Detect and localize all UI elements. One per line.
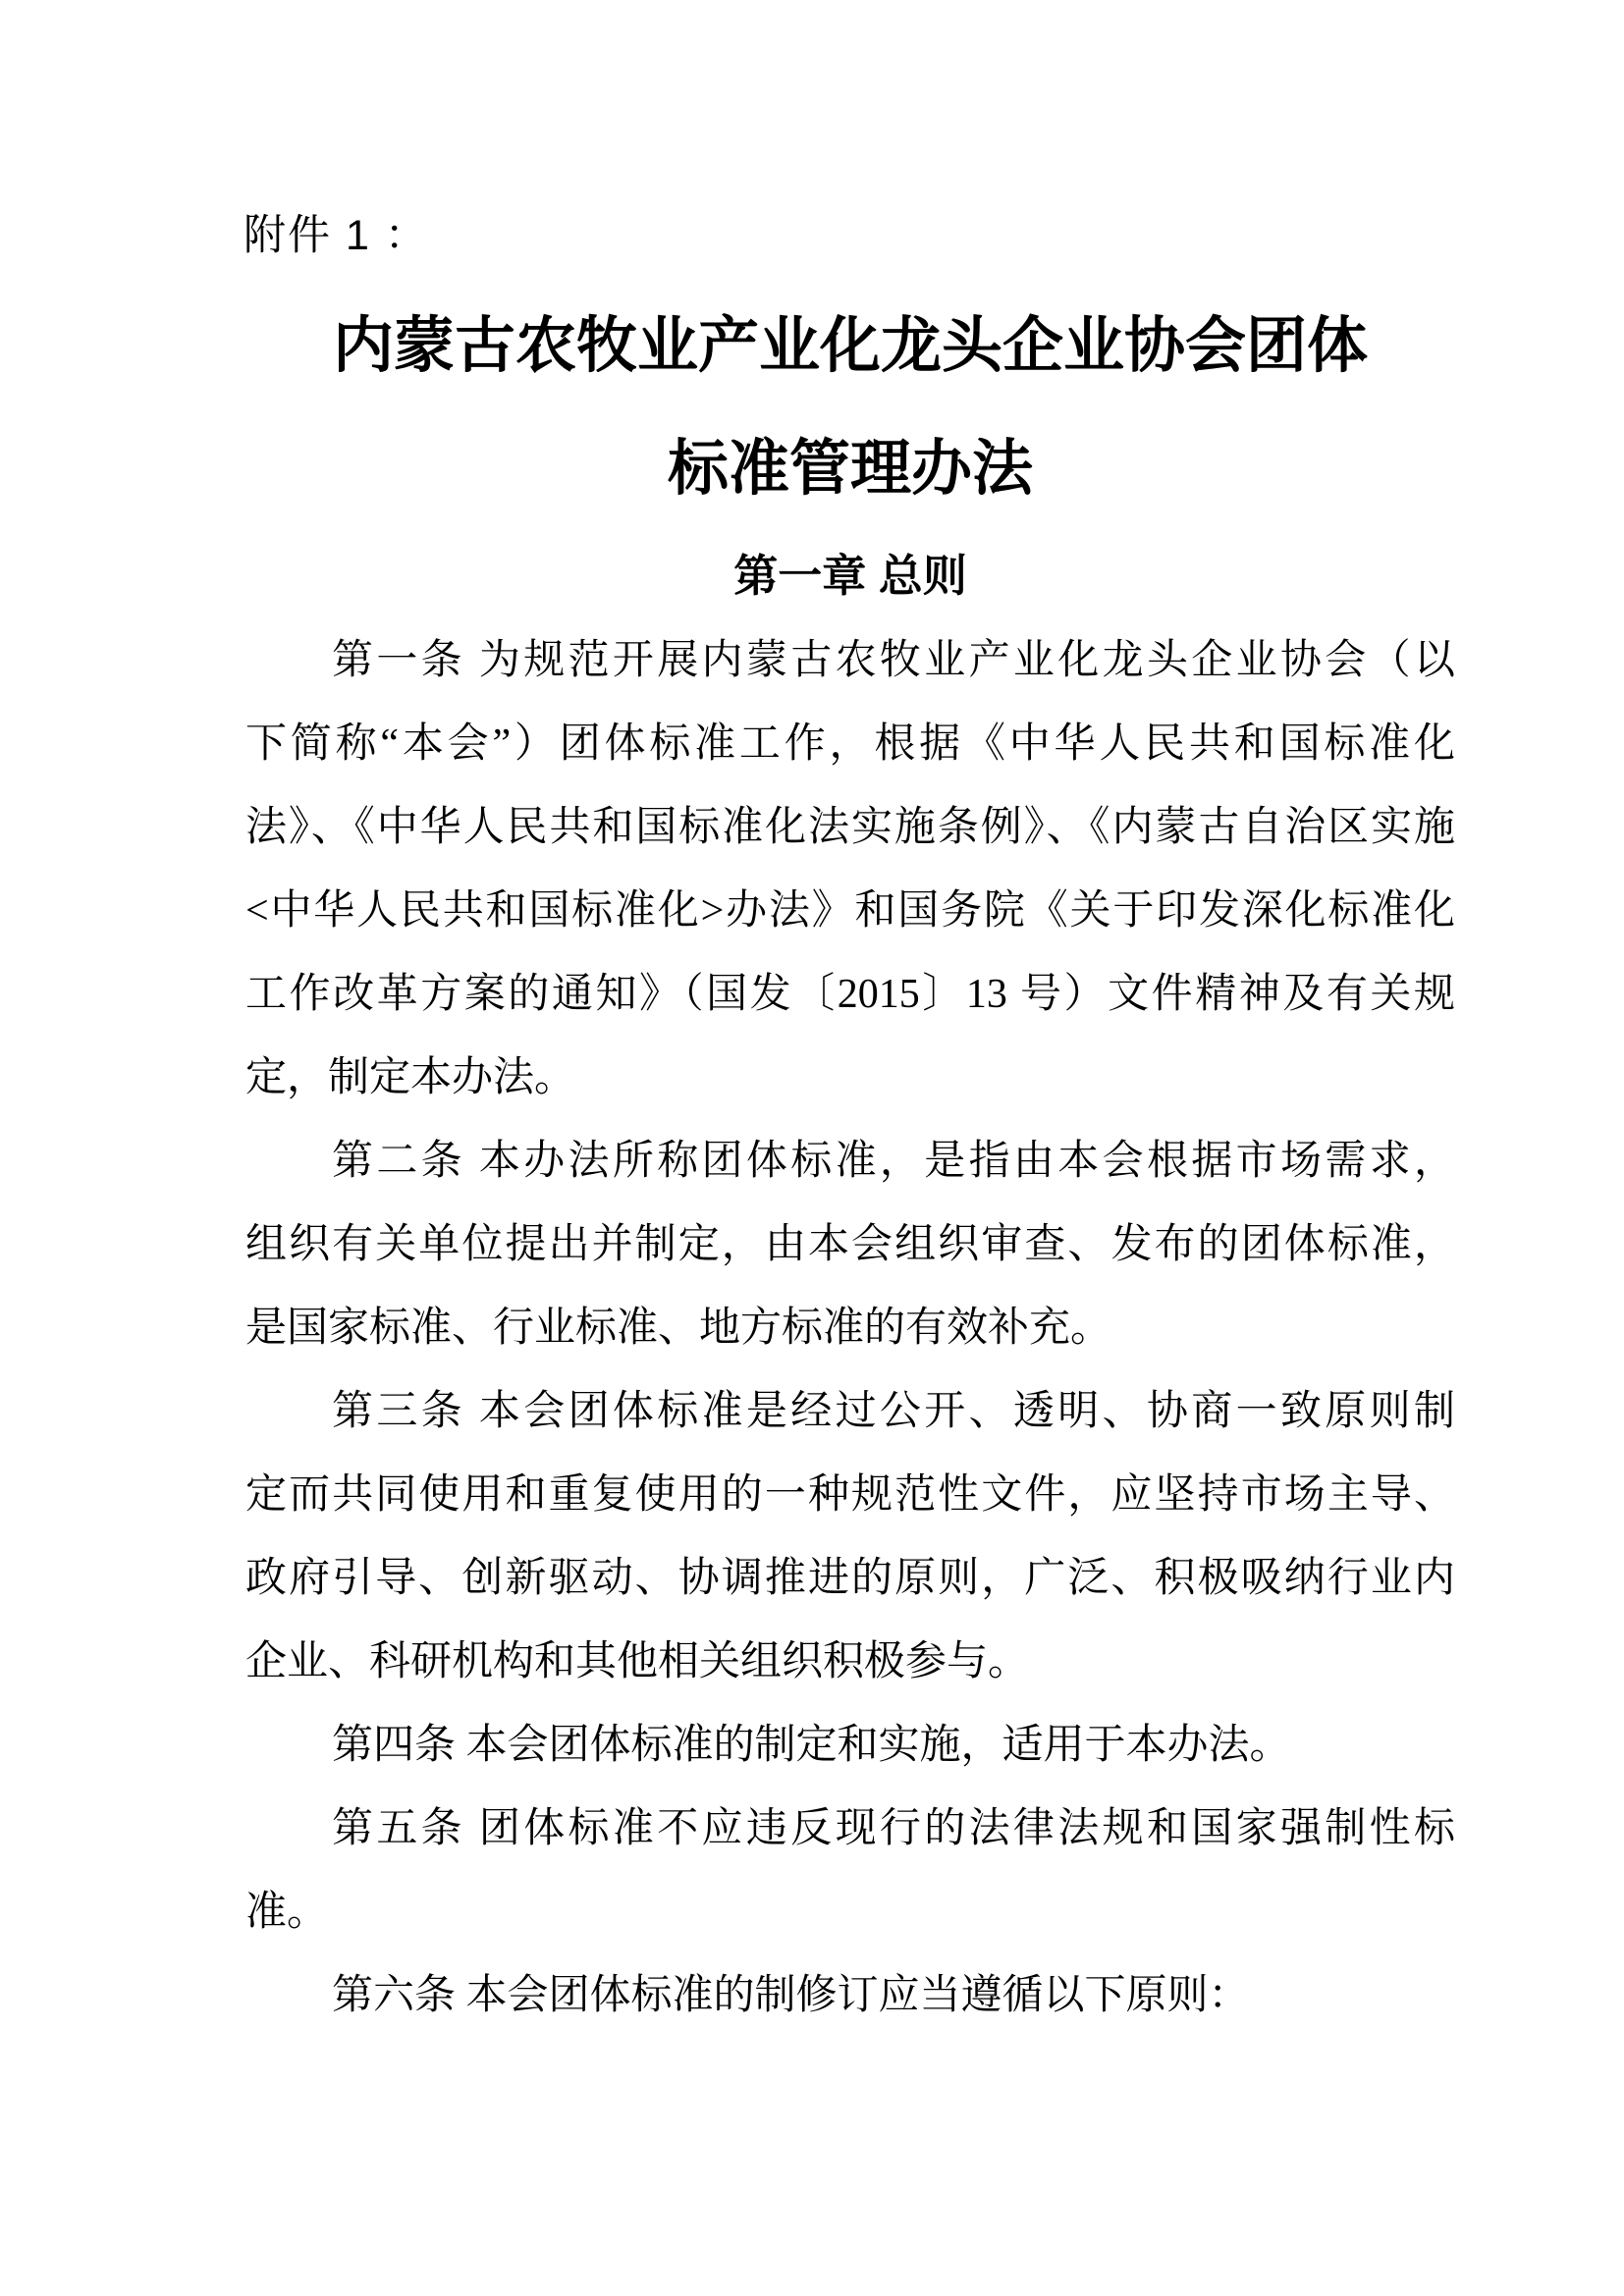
body-line: 第三条 本会团体标准是经过公开、透明、协商一致原则制 — [332, 1389, 1455, 1434]
body-line: 第二条 本办法所称团体标准，是指由本会根据市场需求， — [332, 1139, 1455, 1184]
document-title-line2: 标准管理办法 — [667, 436, 1033, 503]
article-5 — [245, 1788, 1455, 1954]
body-line: 第一条 为规范开展内蒙古农牧业产业化龙头企业协会（以 — [332, 638, 1455, 683]
body-line: 定而共同使用和重复使用的一种规范性文件，应坚持市场主导、 — [245, 1472, 1455, 1518]
document-title-line1: 内蒙古农牧业产业化龙头企业协会团体 — [332, 313, 1368, 380]
chapter-heading: 第一章 总则 — [733, 551, 967, 601]
body-line: 企业、科研机构和其他相关组织积极参与。 — [245, 1639, 1030, 1684]
body-line: <中华人民共和国标准化>办法》和国务院《关于印发深化标准化 — [245, 888, 1455, 934]
article-1 — [245, 619, 1455, 1120]
body-line: 下简称“本会”）团体标准工作，根据《中华人民共和国标准化 — [245, 721, 1455, 767]
document-body — [245, 619, 1455, 2038]
body-line: 法》、《中华人民共和国标准化法实施条例》、《内蒙古自治区实施 — [245, 805, 1455, 850]
body-line: 第五条 团体标准不应违反现行的法律法规和国家强制性标 — [332, 1806, 1455, 1851]
body-line: 组织有关单位提出并制定，由本会组织审查、发布的团体标准， — [245, 1222, 1455, 1267]
body-line: 是国家标准、行业标准、地方标准的有效补充。 — [245, 1306, 1112, 1351]
body-line: 工作改革方案的通知》（国发〔2015〕13 号）文件精神及有关规 — [245, 972, 1455, 1017]
attachment-label: 附件 1 ： — [244, 212, 429, 259]
article-3 — [245, 1370, 1455, 1704]
article-6 — [245, 1954, 1455, 2038]
body-line: 政府引导、创新驱动、协调推进的原则，广泛、积极吸纳行业内 — [245, 1556, 1455, 1601]
body-line: 第四条 本会团体标准的制定和实施，适用于本办法。 — [332, 1723, 1291, 1768]
article-2 — [245, 1120, 1455, 1370]
body-line: 第六条 本会团体标准的制修订应当遵循以下原则： — [332, 1973, 1250, 2018]
body-line: 准。 — [245, 1890, 329, 1935]
article-4 — [245, 1704, 1455, 1788]
body-line: 定，制定本办法。 — [245, 1055, 576, 1100]
